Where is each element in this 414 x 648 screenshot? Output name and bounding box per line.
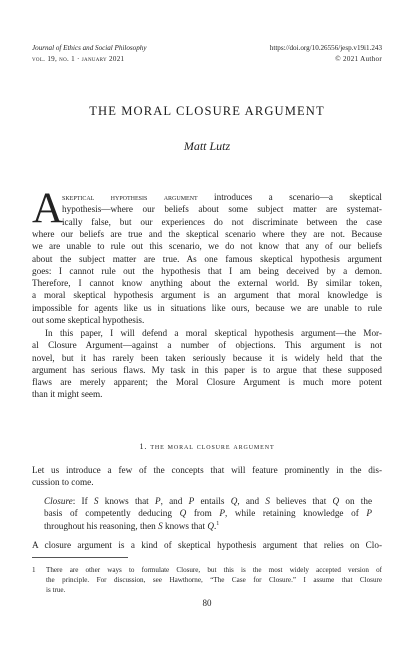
text-line: In this paper, I will defend a moral skeptical hypothesis argument—the Mor- [45, 328, 382, 338]
paragraph-two [32, 327, 382, 401]
text-line: impossible for agents like us in situations like ours, because we are unable to rule [32, 302, 382, 313]
paragraph-three [32, 464, 382, 489]
text-line: al Closure Argument—against a number of objections. This argument is not [32, 340, 382, 351]
doi-link[interactable]: https://doi.org/10.26556/jesp.v19i1.243 [269, 44, 382, 52]
text-line: about the subject matter are true. As one famous skeptical hypothesis argument [32, 253, 382, 264]
footnote-reference[interactable]: 1 [216, 520, 220, 527]
text-line: goes: I cannot rule out the hypothesis that I am being deceived by a demon. [32, 265, 382, 276]
intro-paragraph-body [32, 228, 382, 326]
text-line: There are other ways to formulate Closure, but this is the most widely accepted version of [46, 566, 382, 574]
text-line: flaws are merely apparent; the Moral Closure Argument is much more potent [32, 377, 382, 388]
journal-name: Journal of Ethics and Social Philosophy [32, 44, 147, 52]
text-line: novel, but it has rarely been taken seriously because it is widely held that the [32, 352, 382, 363]
text-line: where our beliefs are true and the skeptical scenario where they are not. Because [32, 229, 382, 239]
text-line: basis of competently deducing Q from P, while retaining knowledge of P [44, 508, 372, 519]
text-line: Therefore, I cannot know anything about the external world. By similar token, [32, 278, 382, 289]
page-number: 80 [202, 598, 212, 608]
text-line: than it might seem. [32, 389, 103, 400]
text-line: skeptical hypothesis argument introduces a scenario—a skeptical [62, 192, 382, 202]
volume-info: vol. 19, no. 1 · january 2021 [32, 55, 125, 63]
drop-cap: A [32, 185, 64, 232]
text-line: is true. [46, 585, 66, 594]
copyright-notice: © 2021 Author [335, 55, 382, 63]
text-line: ically false, but our experiences do not discriminate between the case [62, 216, 382, 227]
closure-label: Closure [44, 496, 73, 506]
text-line: Closure: If S knows that P, and P entails Q, and S believes that Q on the [44, 496, 372, 506]
article-author: Matt Lutz [183, 139, 231, 153]
text-line: throughout his reasoning, then S knows that Q.$^1$ [44, 520, 220, 531]
footnote-number: 1 [32, 566, 36, 574]
text-line: we are unable to rule out this scenario, we do not know that any of our beliefs [32, 241, 382, 252]
article-title: THE MORAL CLOSURE ARGUMENT [89, 104, 325, 118]
text-line: Let us introduce a few of the concepts that will feature prominently in the dis- [32, 465, 382, 475]
intro-paragraph-head [62, 191, 382, 228]
small-caps-lead: skeptical hypothesis argument [62, 192, 198, 202]
closure-principle-block [44, 495, 372, 532]
footnote-divider [32, 557, 128, 558]
section-heading: 1. the moral closure argument [139, 442, 275, 451]
paragraph-four [32, 539, 382, 551]
text-line: the principle. For discussion, see Hawthorne, “The Case for Closure.” I assume that Closure [46, 575, 382, 584]
text-line: a moral skeptical hypothesis argument is an argument that moral knowledge is [32, 290, 382, 301]
footnote-text [46, 566, 382, 595]
text-line: out some skeptical hypothesis. [32, 315, 145, 326]
text-line: argument has serious flaws. My task in this paper is to argue that these supposed [32, 364, 382, 375]
text-line: A closure argument is a kind of skeptical hypothesis argument that relies on Clo- [32, 540, 382, 550]
text-line: hypothesis—where our beliefs about some subject matter are systemat- [62, 204, 382, 215]
text-line: cussion to come. [32, 477, 94, 488]
